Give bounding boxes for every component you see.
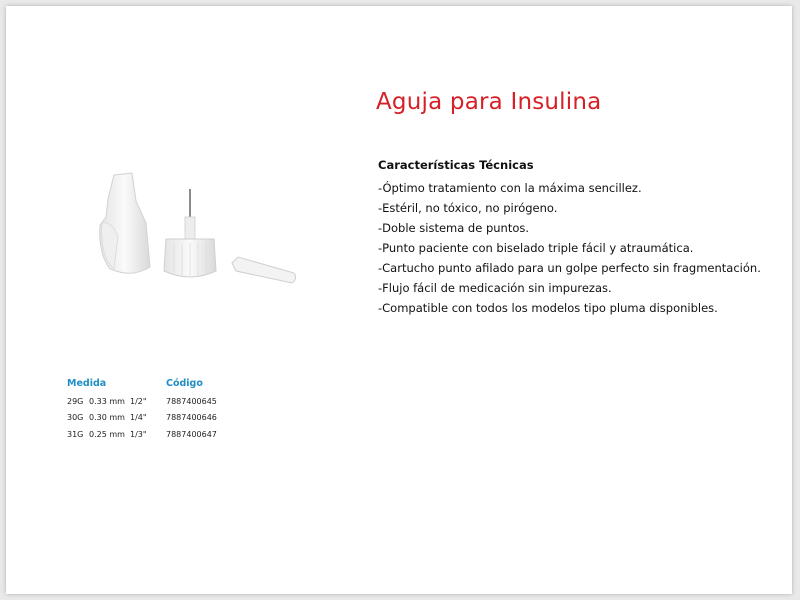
diameter-cell: 0.30 mm	[89, 413, 125, 422]
feature-item: -Doble sistema de puntos.	[378, 221, 530, 235]
diameter-cell: 0.25 mm	[89, 430, 125, 439]
needle-base	[185, 217, 195, 239]
length-cell: 1/2"	[130, 397, 147, 406]
feature-item: -Compatible con todos los modelos tipo pluma disponibles.	[378, 301, 718, 315]
feature-item: -Estéril, no tóxico, no pirógeno.	[378, 201, 558, 215]
feature-item: -Flujo fácil de medicación sin impurezas.	[378, 281, 612, 295]
features-heading: Características Técnicas	[378, 158, 534, 172]
technical-features	[378, 158, 788, 318]
code-cell: 7887400645	[166, 397, 217, 406]
length-cell: 1/3"	[130, 430, 147, 439]
gauge-cell: 30G	[67, 413, 84, 422]
length-cell: 1/4"	[130, 413, 147, 422]
insulin-needle-image	[86, 161, 316, 291]
inner-cap-shape	[232, 257, 296, 283]
feature-item: -Punto paciente con biselado triple fácil y atraumática.	[378, 241, 694, 255]
gauge-cell: 31G	[67, 430, 84, 439]
feature-item: -Óptimo tratamiento con la máxima sencillez.	[378, 181, 642, 195]
feature-item: -Cartucho punto afilado para un golpe perfecto sin fragmentación.	[378, 261, 761, 275]
code-cell: 7887400646	[166, 413, 217, 422]
page-title: Aguja para Insulina	[376, 89, 602, 115]
page-frame	[6, 6, 792, 594]
column-header-code: Código	[166, 378, 203, 389]
column-header-size: Medida	[67, 378, 107, 389]
code-cell: 7887400647	[166, 430, 217, 439]
diameter-cell: 0.33 mm	[89, 397, 125, 406]
gauge-cell: 29G	[67, 397, 84, 406]
